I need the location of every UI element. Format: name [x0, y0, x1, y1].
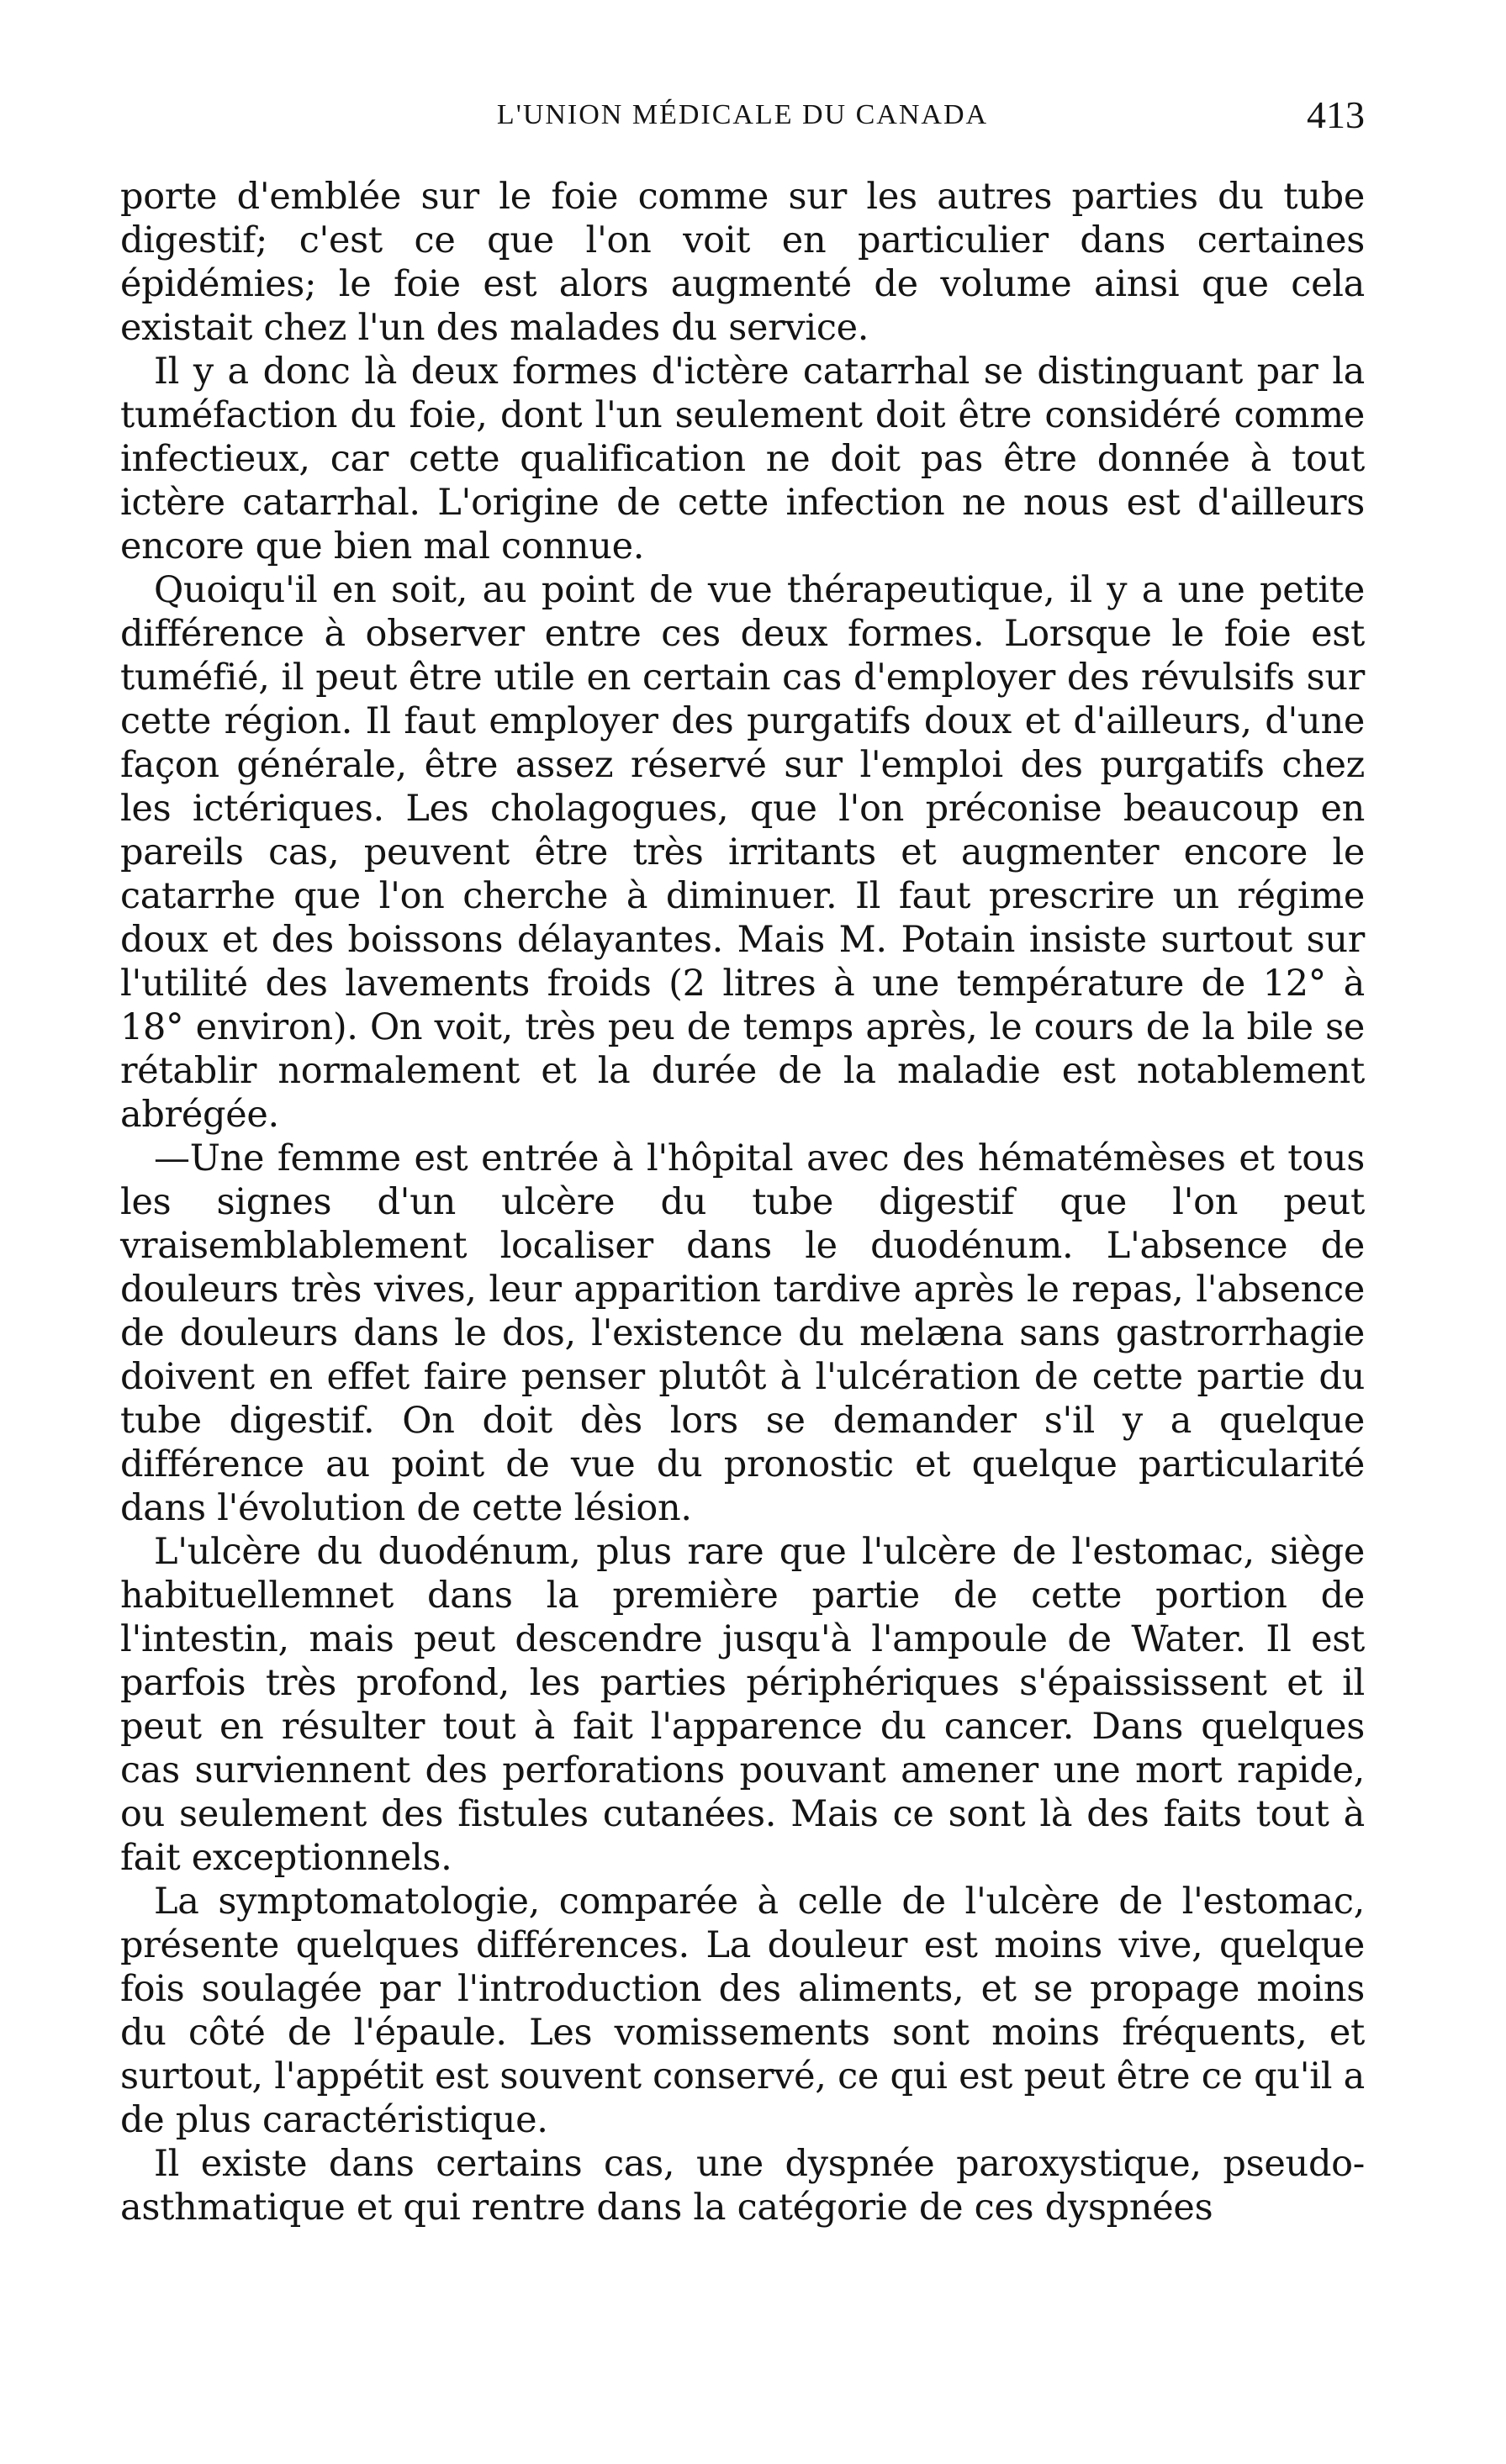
paragraph: Il existe dans certains cas, une dyspnée paroxystique, pseudo-asthmatique et qui rentre dans la catégorie de ces dyspnées: [120, 2143, 1365, 2229]
paragraph: L'ulcère du duodénum, plus rare que l'ulcère de l'estomac, siège habituellemnet dans la première partie de cette portion de l'intestin, mais peut descendre jusqu'à l'ampoule de Water. Il est parfois très profond, les parties périphériques s'épaississent et il peut en résulter tout à fait l'apparence du cancer. Dans quelques cas surviennent des perforations pouvant amener une mort rapide, ou seulement des fistules cutanées. Mais ce sont là des faits tout à fait exceptionnels.: [120, 1531, 1365, 1879]
page-header: [120, 92, 1365, 143]
paragraph: La symptomatologie, comparée à celle de l'ulcère de l'estomac, présente quelques différences. La douleur est moins vive, quelque fois soulagée par l'introduction des aliments, et se propage moins du côté de l'épaule. Les vomissements sont moins fréquents, et surtout, l'appétit est souvent conservé, ce qui est peut être ce qu'il a de plus caractéristique.: [120, 1881, 1365, 2141]
article-body: [120, 175, 1365, 2229]
paragraph: Quoiqu'il en soit, au point de vue thérapeutique, il y a une petite différence à observer entre ces deux formes. Lorsque le foie est tuméfié, il peut être utile en certain cas d'employer des révulsifs sur cette région. Il faut employer des purgatifs doux et d'ailleurs, d'une façon générale, être assez réservé sur l'emploi des purgatifs chez les ictériques. Les cholagogues, que l'on préconise beaucoup en pareils cas, peuvent être très irritants et augmenter encore le catarrhe que l'on cherche à diminuer. Il faut prescrire un régime doux et des boissons délayantes. Mais M. Potain insiste surtout sur l'utilité des lavements froids (2 litres à une température de 12° à 18° environ). On voit, très peu de temps après, le cours de la bile se rétablir normalement et la durée de la maladie est notablement abrégée.: [120, 569, 1365, 1136]
paragraph: —Une femme est entrée à l'hôpital avec des hématémèses et tous les signes d'un ulcère du tube digestif que l'on peut vraisemblablement localiser dans le duodénum. L'absence de douleurs très vives, leur apparition tardive après le repas, l'absence de douleurs dans le dos, l'existence du melæna sans gastrorrhagie doivent en effet faire penser plutôt à l'ulcération de cette partie du tube digestif. On doit dès lors se demander s'il y a quelque différence au point de vue du pronostic et quelque particularité dans l'évolution de cette lésion.: [120, 1137, 1365, 1529]
running-title: L'UNION MÉDICALE DU CANADA: [496, 99, 989, 130]
page-number: 413: [1307, 93, 1365, 136]
paragraph: porte d'emblée sur le foie comme sur les autres parties du tube digestif; c'est ce que l'on voit en particulier dans certaines épidémies; le foie est alors augmenté de volume ainsi que cela existait chez l'un des malades du service.: [120, 176, 1365, 349]
paragraph: Il y a donc là deux formes d'ictère catarrhal se distinguant par la tuméfaction du foie, dont l'un seulement doit être considéré comme infectieux, car cette qualification ne doit pas être donnée à tout ictère catarrhal. L'origine de cette infection ne nous est d'ailleurs encore que bien mal connue.: [120, 351, 1365, 567]
page: [120, 92, 1365, 2229]
